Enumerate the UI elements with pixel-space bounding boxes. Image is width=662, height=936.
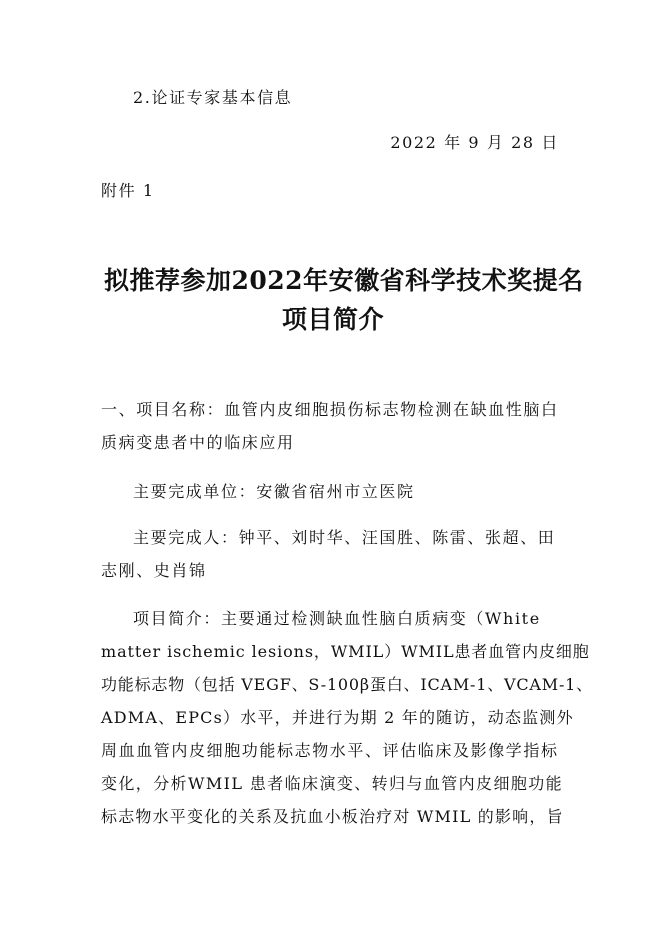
attachment-list-item: 2.论证专家基本信息 xyxy=(133,88,293,107)
document-title-line1: 拟推荐参加2022年安徽省科学技术奖提名 xyxy=(104,266,584,295)
main-persons-line2: 志刚、史肖锦 xyxy=(101,561,207,580)
intro-line6: 变化，分析WMIL 患者临床演变、转归与血管内皮细胞功能 xyxy=(101,774,564,793)
document-date: 2022 年 9 月 28 日 xyxy=(390,133,559,152)
intro-line3: 功能标志物（包括 VEGF、S-100β蛋白、ICAM-1、VCAM-1、 xyxy=(101,675,593,694)
intro-line5: 周血血管内皮细胞功能标志物水平、评估临床及影像学指标 xyxy=(101,741,559,760)
intro-line4: ADMA、EPCs）水平，并进行为期 2 年的随访，动态监测外 xyxy=(101,708,574,727)
main-unit: 主要完成单位：安徽省宿州市立医院 xyxy=(133,482,415,501)
main-persons-line1: 主要完成人：钟平、刘时华、汪国胜、陈雷、张超、田 xyxy=(133,528,556,547)
project-name-line1: 一、项目名称：血管内皮细胞损伤标志物检测在缺血性脑白 xyxy=(101,400,559,419)
project-name-line2: 质病变患者中的临床应用 xyxy=(101,433,295,452)
intro-line1: 项目简介：主要通过检测缺血性脑白质病变（White xyxy=(133,609,541,628)
attachment-label: 附件 1 xyxy=(101,181,155,200)
document-title-line2: 项目简介 xyxy=(282,305,385,334)
intro-line7: 标志物水平变化的关系及抗血小板治疗对 WMIL 的影响，旨 xyxy=(101,807,564,826)
intro-line2: matter ischemic lesions，WMIL）WMIL患者血管内皮细胞 xyxy=(101,642,590,661)
